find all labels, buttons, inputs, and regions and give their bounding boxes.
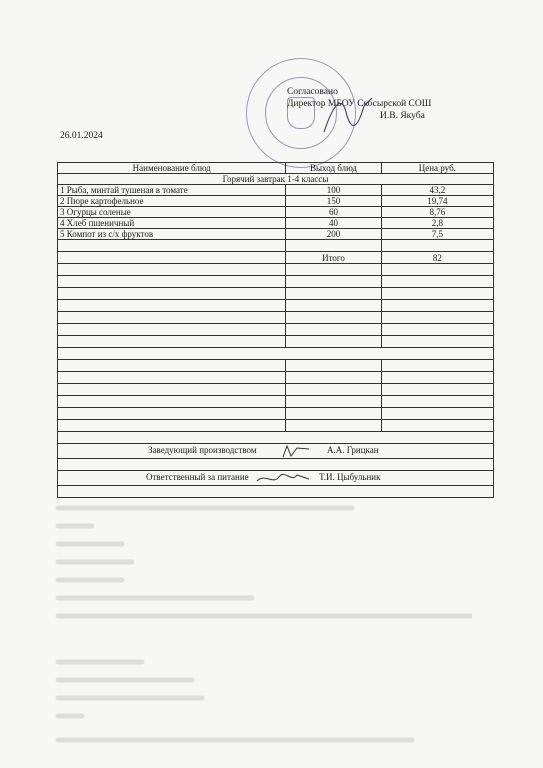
section-row [58,174,494,185]
empty-row [58,396,494,408]
table-row [58,207,494,218]
empty-row [58,408,494,420]
header-dish: Наименование блюд [58,163,286,174]
signature-row-nutrition [58,471,494,486]
table-row [58,218,494,229]
empty-row [58,360,494,372]
nutrition-responsible-label: Ответственный за питание [146,472,249,483]
table-row [58,185,494,196]
header-price: Цена руб. [381,163,493,174]
approval-position: Директор МБОУ Скосырской СОШ [287,99,432,109]
dish-price: 43,2 [381,185,493,196]
empty-row [58,459,494,471]
dish-yield: 40 [286,218,381,229]
dish-price: 8,76 [381,207,493,218]
dish-price: 2,8 [381,218,493,229]
dish-name: 4 Хлеб пшеничный [58,218,286,229]
production-manager-name: А.А. Грицкан [327,445,379,456]
dish-yield: 150 [286,196,381,207]
production-manager-signature [263,444,321,458]
empty-row [58,312,494,324]
nutrition-responsible-name: Т.И. Цыбульник [319,472,381,483]
dish-name: 3 Огурцы соленые [58,207,286,218]
approval-name: И.В. Якуба [380,111,425,121]
dish-yield: 100 [286,185,381,196]
empty-row [58,288,494,300]
production-manager-label: Заведующий производством [148,445,257,456]
reverse-side-bleed [52,500,472,750]
menu-table [57,162,494,498]
total-label: Итого [286,252,381,264]
director-signature [320,92,380,140]
total-row [58,252,494,264]
table-row [58,229,494,240]
total-value: 82 [381,252,493,264]
header-yield: Выход блюд [286,163,381,174]
empty-row [58,264,494,276]
empty-row [58,432,494,444]
empty-row [58,348,494,360]
nutrition-responsible-signature [253,471,315,485]
empty-row [58,240,494,252]
dish-name: 5 Компот из с/х фруктов [58,229,286,240]
approval-title: Согласовано [287,87,338,97]
dish-price: 7,5 [381,229,493,240]
empty-row [58,324,494,336]
table-row [58,196,494,207]
document-date: 26.01.2024 [60,131,103,141]
signature-row-production [58,444,494,459]
dish-yield: 60 [286,207,381,218]
dish-yield: 200 [286,229,381,240]
section-title: Горячий завтрак 1-4 классы [58,174,494,185]
dish-price: 19,74 [381,196,493,207]
empty-row [58,372,494,384]
table-header-row [58,163,494,174]
dish-name: 1 Рыба, минтай тушеная в томате [58,185,286,196]
empty-row [58,486,494,498]
empty-row [58,384,494,396]
stamp-crest [287,97,315,129]
empty-row [58,420,494,432]
empty-row [58,276,494,288]
empty-row [58,300,494,312]
empty-row [58,336,494,348]
dish-name: 2 Пюре картофельное [58,196,286,207]
